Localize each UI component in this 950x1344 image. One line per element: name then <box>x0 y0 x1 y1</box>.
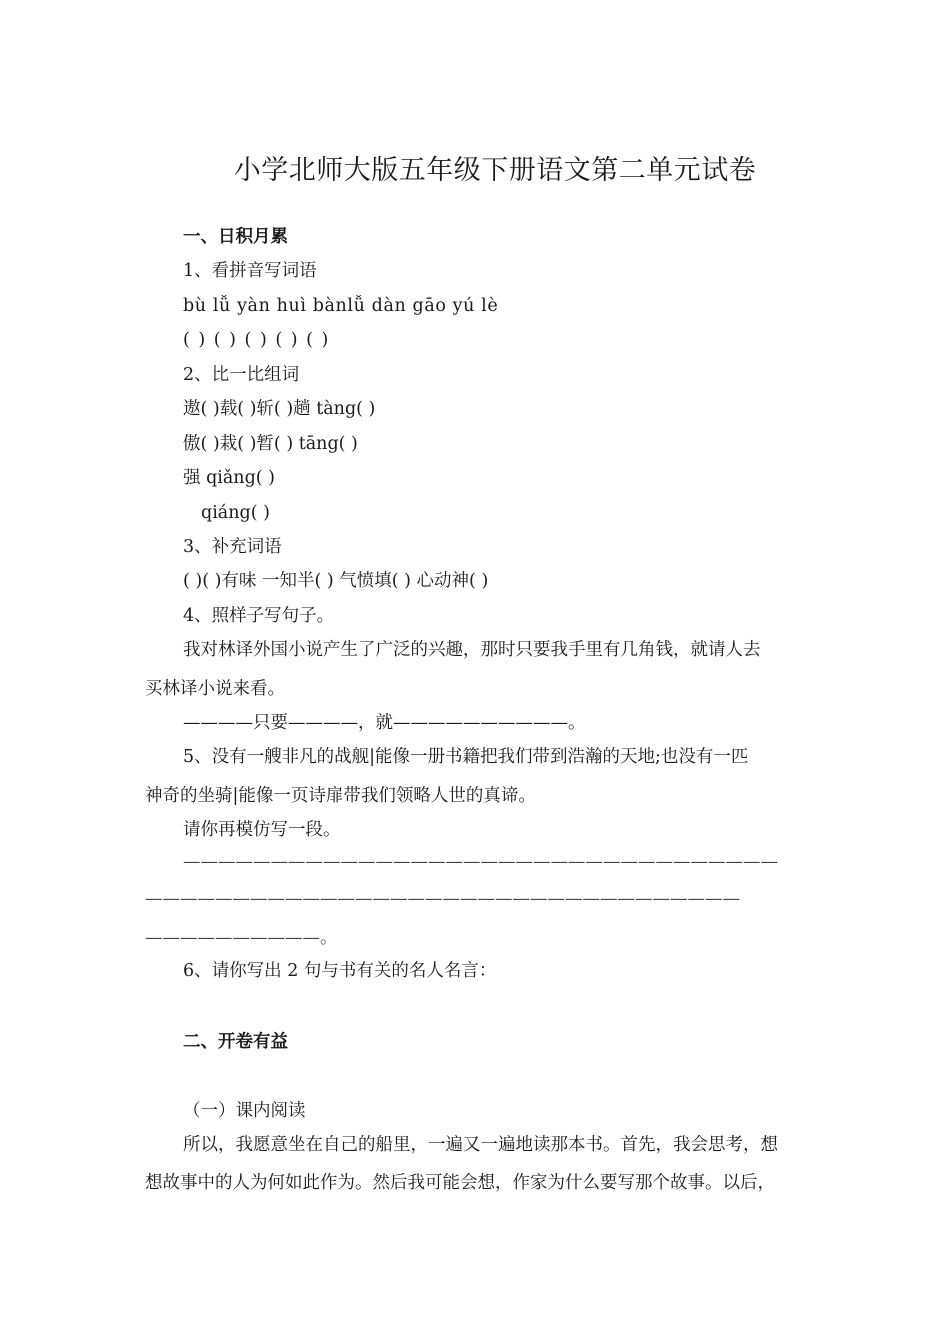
q4-label: 4、照样子写句子。 <box>183 606 335 626</box>
page-title: 小学北师大版五年级下册语文第二单元试卷 <box>233 155 757 186</box>
reading-paragraph-line-1: 所以，我愿意坐在自己的船里，一遍又一遍地读那本书。首先，我会思考，想 <box>183 1135 778 1155</box>
q2-row-4: qiáng( ) <box>201 503 270 523</box>
q2-row-2: 傲( )栽( )暂( ) tāng( ) <box>183 434 358 454</box>
section-2-heading: 二、开卷有益 <box>183 1032 288 1052</box>
q4-example-line-1: 我对林译外国小说产生了广泛的兴趣，那时只要我手里有几角钱，就请人去 <box>183 640 761 660</box>
reading-subsection-label: （一）课内阅读 <box>183 1101 306 1121</box>
q5-instruction: 请你再模仿写一段。 <box>183 820 341 840</box>
q6-label: 6、请你写出 2 句与书有关的名人名言： <box>183 961 497 981</box>
q4-pattern: ————只要————，就——————————。 <box>183 713 586 733</box>
q3-row: ( )( )有味 一知半( ) 气愤填( ) 心动神( ) <box>183 571 489 591</box>
section-1-heading: 一、日积月累 <box>183 227 288 247</box>
q5-answer-line-2: —————————————————————————————————— <box>145 889 740 909</box>
q5-answer-line-1: —————————————————————————————————— <box>183 852 778 872</box>
q1-pinyin: bù lǚ yàn huì bànlǚ dàn gāo yú lè <box>183 296 499 316</box>
q3-label: 3、补充词语 <box>183 537 282 557</box>
q5-line-2: 神奇的坐骑|能像一页诗扉带我们领略人世的真谛。 <box>145 786 536 806</box>
reading-paragraph-line-2: 想故事中的人为何如此作为。然后我可能会想，作家为什么要写那个故事。以后， <box>145 1173 775 1193</box>
q1-answer-blanks: ( ) ( ) ( ) ( ) ( ) <box>183 330 330 350</box>
q4-example-line-2: 买林译小说来看。 <box>145 679 285 699</box>
q2-row-3: 强 qiǎng( ) <box>183 468 275 488</box>
q2-label: 2、比一比组词 <box>183 365 300 385</box>
q2-row-1: 遨( )载( )斩( )趟 tàng( ) <box>183 399 376 419</box>
q1-label: 1、看拼音写词语 <box>183 261 317 281</box>
q5-answer-line-3: ——————————。 <box>145 928 338 948</box>
q5-line-1: 5、没有一艘非凡的战舰|能像一册书籍把我们带到浩瀚的天地;也没有一匹 <box>183 747 749 767</box>
